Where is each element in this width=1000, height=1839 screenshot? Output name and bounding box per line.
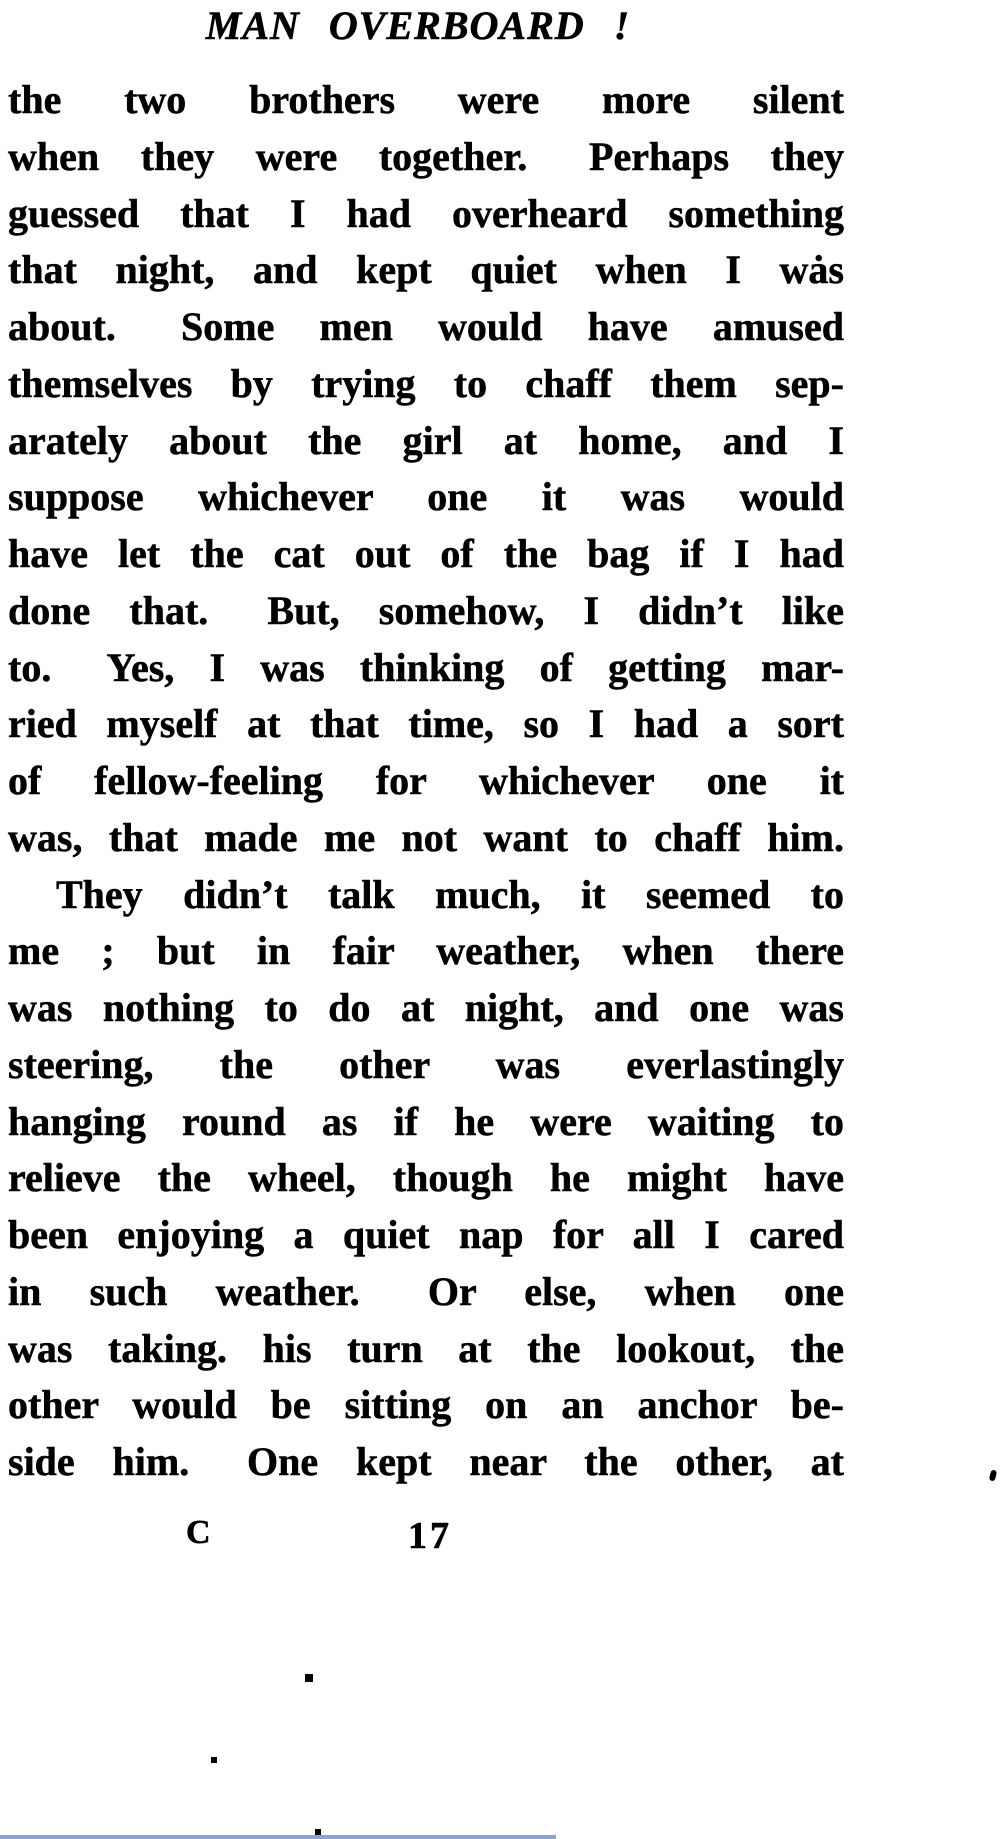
text-line: in such weather. Or else, when one xyxy=(8,1268,844,1314)
text-line: arately about the girl at home, and I xyxy=(8,417,844,463)
text-line: was, that made me not want to chaff him. xyxy=(8,814,844,860)
page-text xyxy=(8,72,844,1491)
text-line: themselves by trying to chaff them sep- xyxy=(8,360,844,406)
text-line: steering, the other was everlastingly xyxy=(8,1041,844,1087)
text-line: suppose whichever one it was would xyxy=(8,474,844,520)
paragraph xyxy=(8,72,844,867)
text-line: ried myself at that time, so I had a sort xyxy=(8,701,844,747)
scan-edge-line xyxy=(0,1835,556,1839)
ink-speck xyxy=(305,1674,313,1682)
text-line: of fellow-feeling for whichever one it xyxy=(8,758,844,803)
text-line: to. Yes, I was thinking of getting mar- xyxy=(8,644,844,690)
text-line: was taking. his turn at the lookout, the xyxy=(8,1325,844,1371)
text-line: done that. But, somehow, I didn’t like xyxy=(8,587,844,633)
ink-speck xyxy=(989,1469,997,1481)
text-line: been enjoying a quiet nap for all I cared xyxy=(8,1212,844,1257)
text-line: that night, and kept quiet when I wȧs xyxy=(8,247,844,293)
text-line: side him. One kept near the other, at xyxy=(8,1439,844,1484)
printer-signature-mark: C xyxy=(186,1514,211,1551)
text-line: was nothing to do at night, and one was xyxy=(8,985,844,1030)
text-line: hanging round as if he were waiting to xyxy=(8,1098,844,1144)
text-line: other would be sitting on an anchor be- xyxy=(8,1382,844,1428)
text-line: have let the cat out of the bag if I had xyxy=(8,531,844,576)
paragraph xyxy=(8,867,844,1491)
ink-speck xyxy=(211,1757,217,1763)
text-line: when they were together. Perhaps they xyxy=(8,133,844,179)
page-title: MAN OVERBOARD ! xyxy=(205,3,631,48)
text-line: the two brothers were more silent xyxy=(8,77,844,122)
text-line: relieve the wheel, though he might have xyxy=(8,1155,844,1201)
text-line: guessed that I had overheard something xyxy=(8,190,844,236)
text-line: They didn’t talk much, it seemed to xyxy=(56,871,844,917)
page-number: 17 xyxy=(408,1515,452,1557)
text-line: about. Some men would have amused xyxy=(8,304,844,349)
text-line: me ; but in fair weather, when there xyxy=(8,928,844,974)
